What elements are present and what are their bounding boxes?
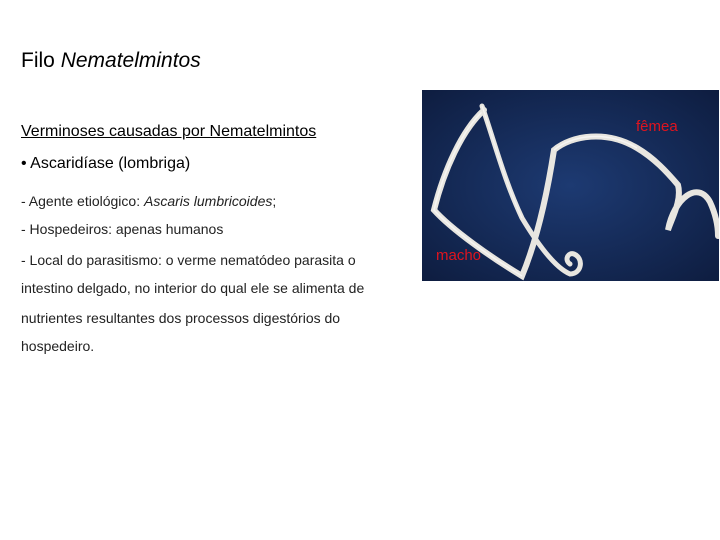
- slide-subtitle: [21, 123, 316, 141]
- agent-prefix: - Agente etiológico:: [21, 193, 144, 209]
- bullet-heading: • Ascaridíase (lombriga): [21, 155, 191, 172]
- label-female: fêmea: [636, 118, 678, 135]
- agent-name: Ascaris lumbricoides: [143, 193, 273, 209]
- site-line-3: nutrientes resultantes dos processos digestórios do: [21, 310, 341, 326]
- title-prefix: Filo: [21, 49, 61, 72]
- label-male: macho: [436, 247, 482, 264]
- hosts-line: - Hospedeiros: apenas humanos: [21, 221, 224, 237]
- site-line-1: - Local do parasitismo: o verme nematódeo parasita o: [21, 252, 356, 268]
- agent-line: [21, 193, 276, 209]
- agent-suffix: ;: [272, 193, 277, 209]
- site-line-4: hospedeiro.: [21, 338, 95, 354]
- subtitle-text: Verminoses causadas por Nematelmintos: [21, 123, 317, 140]
- slide-title: [21, 49, 201, 73]
- ascaris-photo: [422, 90, 719, 281]
- site-line-2: intestino delgado, no interior do qual ele se alimenta de: [21, 280, 365, 296]
- title-italic: Nematelmintos: [60, 49, 201, 72]
